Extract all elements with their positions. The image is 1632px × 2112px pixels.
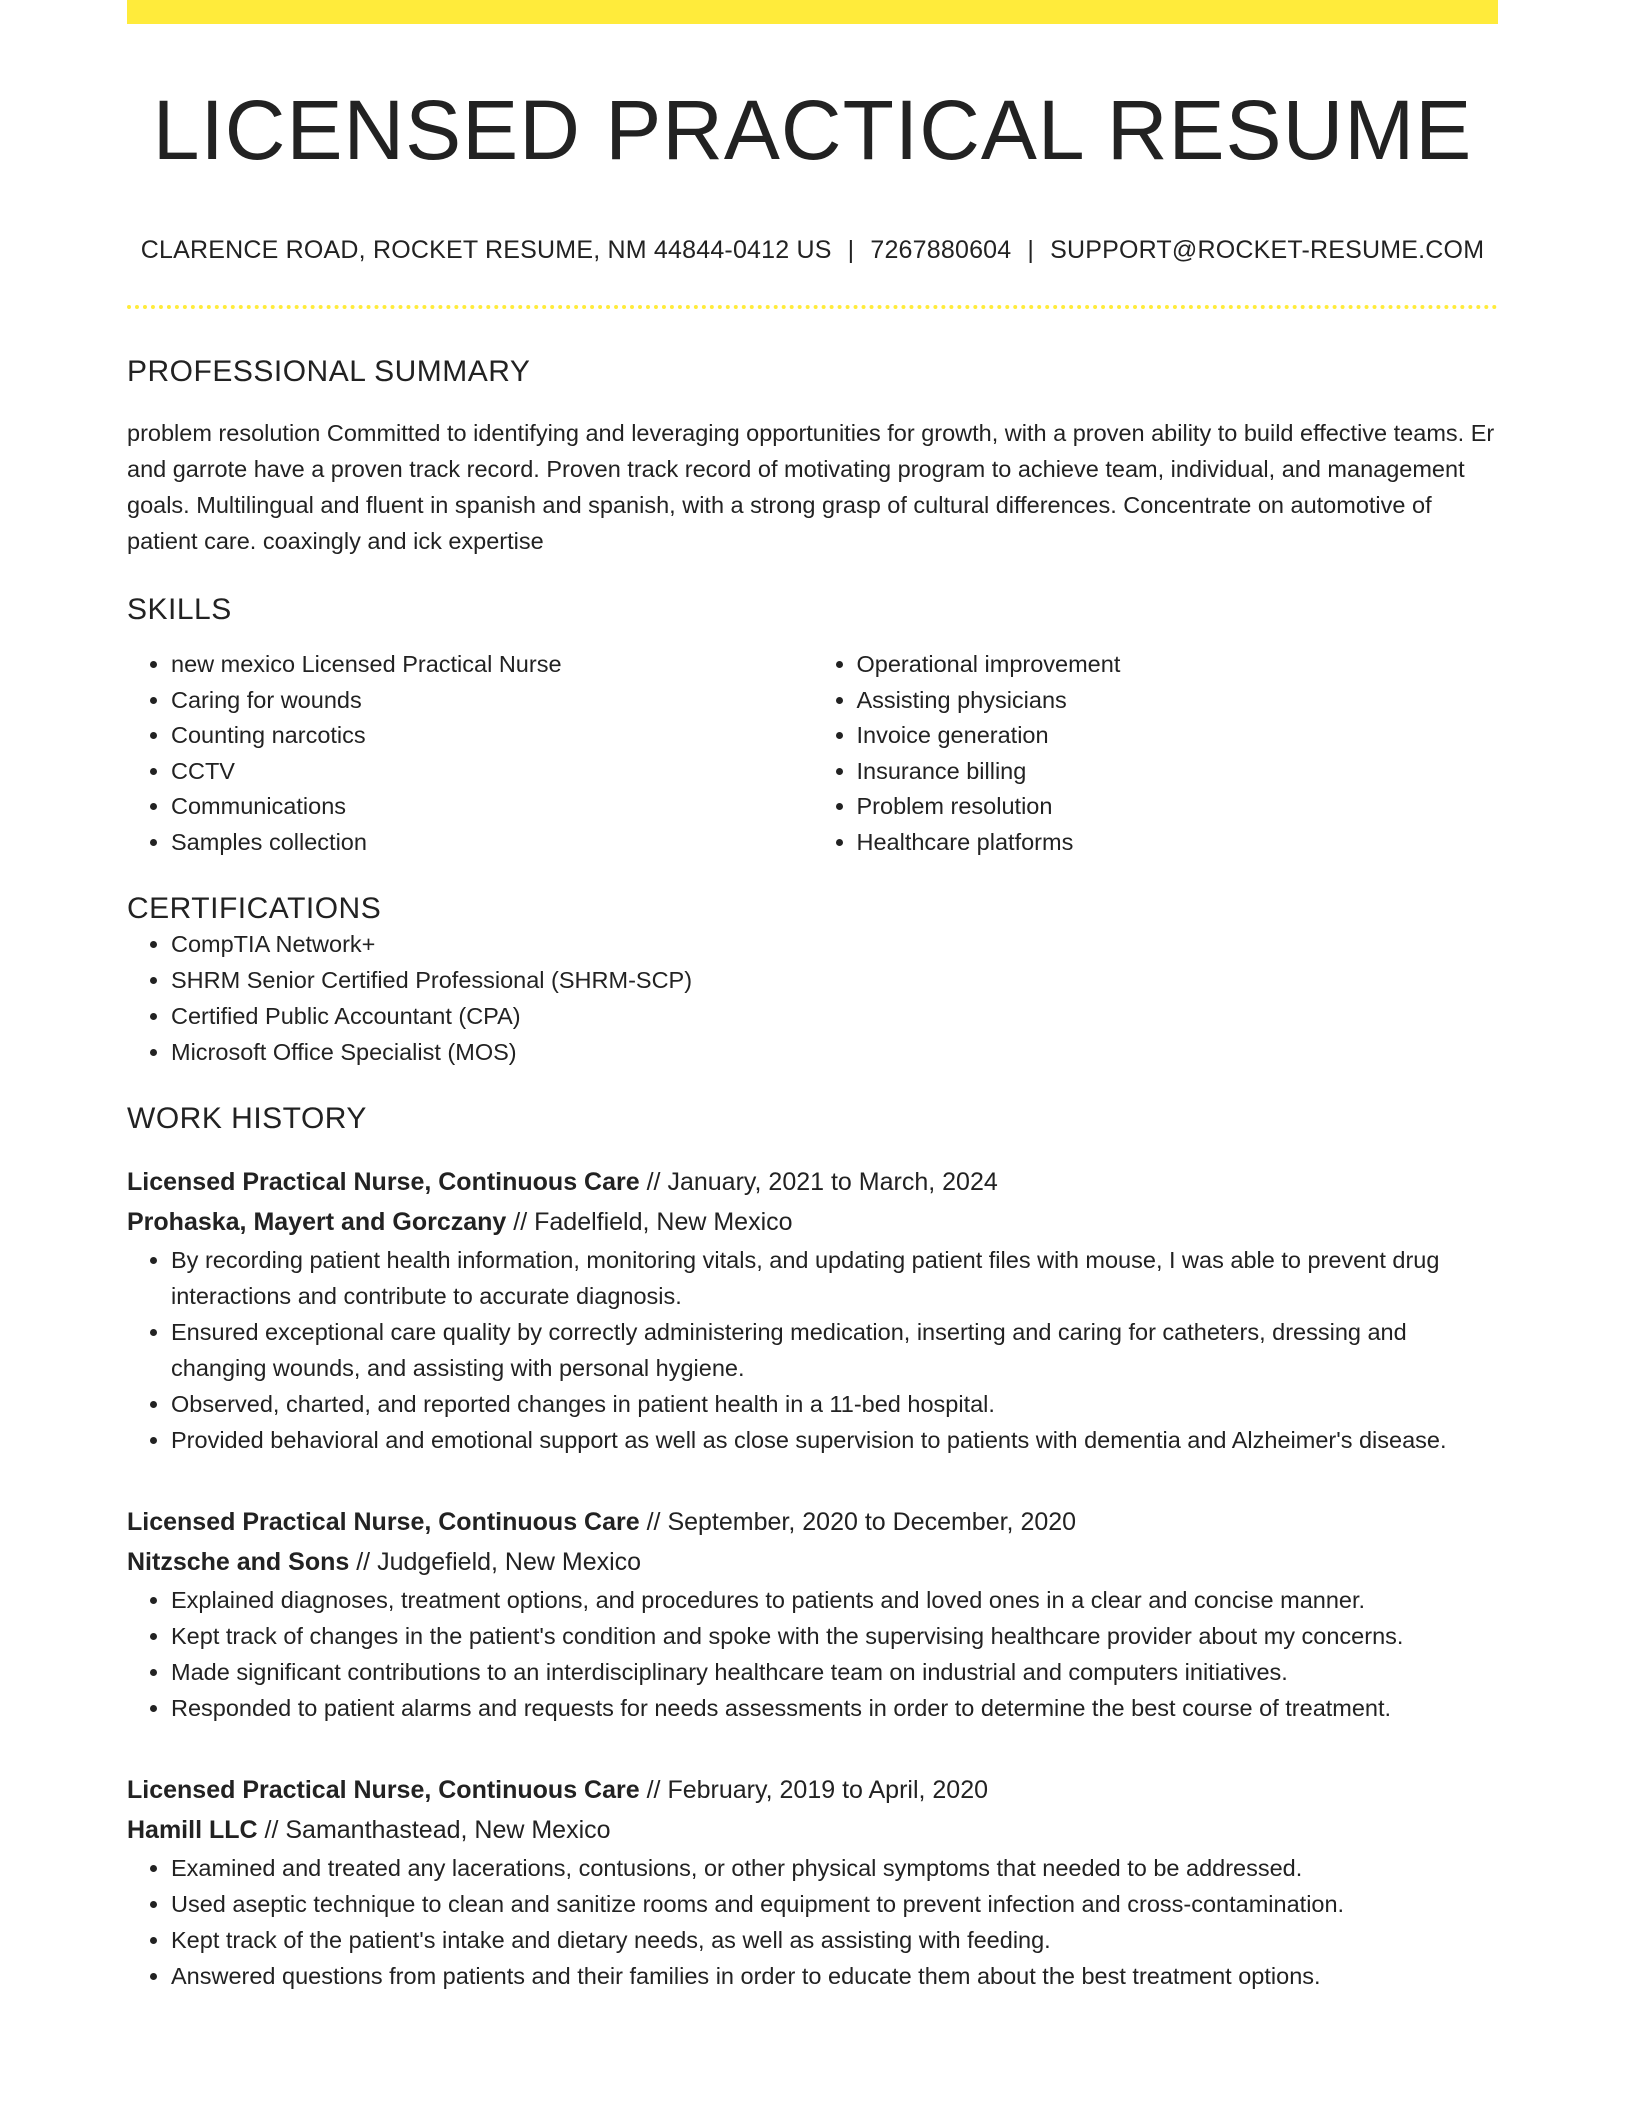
job-company: Prohaska, Mayert and Gorczany [127, 1208, 507, 1237]
contact-email: SUPPORT@ROCKET-RESUME.COM [1050, 236, 1485, 265]
job-entry [127, 1502, 1498, 1726]
contact-address: CLARENCE ROAD, ROCKET RESUME, NM 44844-0412 US [140, 236, 832, 265]
skill-item: • Invoice generation [857, 718, 1499, 754]
job-entry [127, 1770, 1498, 1994]
job-dates: February, 2019 to April, 2020 [667, 1776, 989, 1805]
certification-item: • Certified Public Accountant (CPA) [171, 998, 1498, 1034]
job-bullet: • Made significant contributions to an interdisciplinary healthcare team on industrial and computers initiatives. [171, 1654, 1498, 1690]
job-bullet: • Answered questions from patients and their families in order to educate them about the best treatment options. [171, 1958, 1498, 1994]
job-bullet: • Responded to patient alarms and requests for needs assessments in order to determine the best course of treatment. [171, 1690, 1498, 1726]
job-bullets [127, 1242, 1498, 1458]
accent-top-bar [127, 0, 1498, 24]
skill-item: • Healthcare platforms [857, 825, 1499, 861]
summary-text: problem resolution Committed to identifying and leveraging opportunities for growth, with a proven ability to build effective teams. Er and garrote have a proven track record. Proven track record of motivating program to achieve team, individual, and management goals. Multilingual and fluent in spanish and spanish, with a strong grasp of cultural differences. Concentrate on automotive of patient care. coaxingly and ick expertise [127, 420, 1495, 555]
skills-grid [127, 647, 1498, 860]
contact-phone: 7267880604 [870, 236, 1012, 265]
skills-heading: SKILLS [127, 593, 232, 627]
job-bullet: • Used aseptic technique to clean and sanitize rooms and equipment to prevent infection and cross-contamination. [171, 1886, 1498, 1922]
skill-item: • Caring for wounds [171, 683, 813, 719]
job-company: Hamill LLC [127, 1816, 258, 1845]
skills-list-right [813, 647, 1499, 860]
job-company: Nitzsche and Sons [127, 1548, 350, 1577]
job-bullet: • By recording patient health information, monitoring vitals, and updating patient files with mouse, I was able to prevent drug interactions and contribute to accurate diagnosis. [171, 1242, 1498, 1314]
skill-item: • Operational improvement [857, 647, 1499, 683]
job-bullet: • Kept track of changes in the patient's condition and spoke with the supervising healthcare provider about my concerns. [171, 1618, 1498, 1654]
job-title-line [127, 1770, 1498, 1810]
summary-heading: PROFESSIONAL SUMMARY [127, 355, 531, 389]
job-separator: // [506, 1208, 535, 1237]
job-dates: September, 2020 to December, 2020 [667, 1508, 1077, 1537]
skill-item: • Problem resolution [857, 789, 1499, 825]
skill-item: • Samples collection [171, 825, 813, 861]
skill-item: • Insurance billing [857, 754, 1499, 790]
job-separator: // [639, 1168, 668, 1197]
job-bullets [127, 1850, 1498, 1994]
job-bullets [127, 1582, 1498, 1726]
job-location: Fadelfield, New Mexico [534, 1208, 793, 1237]
job-separator: // [639, 1508, 668, 1537]
job-title: Licensed Practical Nurse, Continuous Care [127, 1508, 640, 1537]
skills-column-left [127, 647, 813, 860]
job-title: Licensed Practical Nurse, Continuous Care [127, 1776, 640, 1805]
job-title-line [127, 1162, 1498, 1202]
skill-item: • new mexico Licensed Practical Nurse [171, 647, 813, 683]
job-entry [127, 1162, 1498, 1458]
skills-list-left [127, 647, 813, 860]
job-dates: January, 2021 to March, 2024 [667, 1168, 998, 1197]
job-location: Judgefield, New Mexico [377, 1548, 642, 1577]
resume-title: LICENSED PRACTICAL RESUME [152, 83, 1473, 177]
skill-item: • Communications [171, 789, 813, 825]
certification-item: • Microsoft Office Specialist (MOS) [171, 1034, 1498, 1070]
skill-item: • Assisting physicians [857, 683, 1499, 719]
skill-item: • CCTV [171, 754, 813, 790]
job-company-line [127, 1202, 1498, 1242]
job-separator: // [349, 1548, 378, 1577]
certification-item: • SHRM Senior Certified Professional (SHRM-SCP) [171, 962, 1498, 998]
job-title: Licensed Practical Nurse, Continuous Care [127, 1168, 640, 1197]
job-bullet: • Ensured exceptional care quality by correctly administering medication, inserting and caring for catheters, dressing and changing wounds, and assisting with personal hygiene. [171, 1314, 1498, 1386]
job-location: Samanthastead, New Mexico [285, 1816, 611, 1845]
certifications-list [127, 926, 1498, 1070]
job-bullet: • Examined and treated any lacerations, contusions, or other physical symptoms that needed to be addressed. [171, 1850, 1498, 1886]
job-bullet: • Provided behavioral and emotional support as well as close supervision to patients with dementia and Alzheimer's disease. [171, 1422, 1498, 1458]
skill-item: • Counting narcotics [171, 718, 813, 754]
job-company-line [127, 1542, 1498, 1582]
certification-item: • CompTIA Network+ [171, 926, 1498, 962]
job-bullet: • Kept track of the patient's intake and dietary needs, as well as assisting with feeding. [171, 1922, 1498, 1958]
contact-separator: | [1027, 236, 1035, 265]
job-bullet: • Observed, charted, and reported changes in patient health in a 11-bed hospital. [171, 1386, 1498, 1422]
job-separator: // [257, 1816, 286, 1845]
job-separator: // [639, 1776, 668, 1805]
contact-line [127, 236, 1498, 265]
job-title-line [127, 1502, 1498, 1542]
certifications-heading: CERTIFICATIONS [127, 892, 382, 926]
work-history-heading: WORK HISTORY [127, 1102, 367, 1136]
job-bullet: • Explained diagnoses, treatment options, and procedures to patients and loved ones in a clear and concise manner. [171, 1582, 1498, 1618]
dotted-divider [127, 305, 1498, 309]
job-company-line [127, 1810, 1498, 1850]
contact-separator: | [847, 236, 855, 265]
skills-column-right [813, 647, 1499, 860]
